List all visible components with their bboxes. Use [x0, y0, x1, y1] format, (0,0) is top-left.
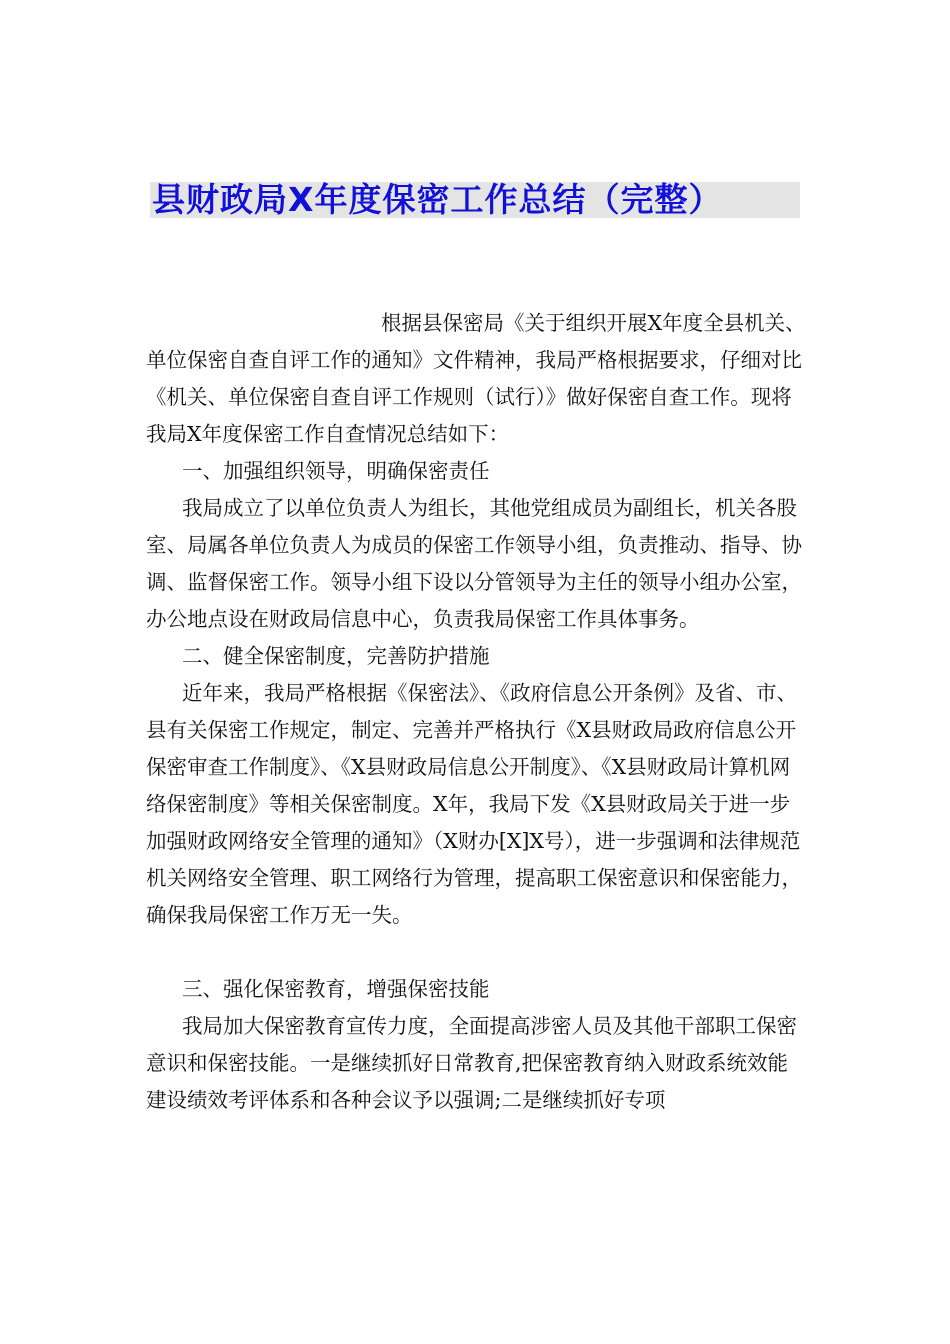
section-paragraph-2: 近年来，我局严格根据《保密法》、《政府信息公开条例》及省、市、县有关保密工作规定，制定、完善并严格执行《X县财政局政府信息公开保密审查工作制度》、《X县财政局信息公开制度》、《X县财政局计算机网络保密制度》等相关保密制度。X年，我局下发《X县财政局关于进一步加强财政网络安全管理的通知》（X财办[X]X号），进一步强调和法律规范机关网络安全管理、职工网络行为管理，提高职工保密意识和保密能力，确保我局保密工作万无一失。	[146, 681, 802, 927]
intro-paragraph: 根据县保密局《关于组织开展X年度全县机关、单位保密自查自评工作的通知》文件精神，我局严格根据要求，仔细对比《机关、单位保密自查自评工作规则（试行）》做好保密自查工作。现将我局X年度保密工作自查情况总结如下：	[146, 311, 806, 446]
title-block	[150, 178, 800, 222]
document-body	[146, 305, 806, 1119]
section-heading-3: 三、强化保密教育，增强保密技能	[182, 977, 490, 1001]
section-heading-2: 二、健全保密制度，完善防护措施	[182, 644, 490, 668]
section-paragraph-3: 我局加大保密教育宣传力度，全面提高涉密人员及其他干部职工保密意识和保密技能。一是继续抓好日常教育,把保密教育纳入财政系统效能建设绩效考评体系和各种会议予以强调;二是继续抓好专项	[146, 1014, 797, 1112]
document-title: 县财政局X年度保密工作总结（完整）	[152, 180, 723, 219]
section-paragraph-1: 我局成立了以单位负责人为组长，其他党组成员为副组长，机关各股室、局属各单位负责人为成员的保密工作领导小组，负责推动、指导、协调、监督保密工作。领导小组下设以分管领导为主任的领导小组办公室，办公地点设在财政局信息中心，负责我局保密工作具体事务。	[146, 496, 802, 631]
section-heading-1: 一、加强组织领导，明确保密责任	[182, 459, 490, 483]
